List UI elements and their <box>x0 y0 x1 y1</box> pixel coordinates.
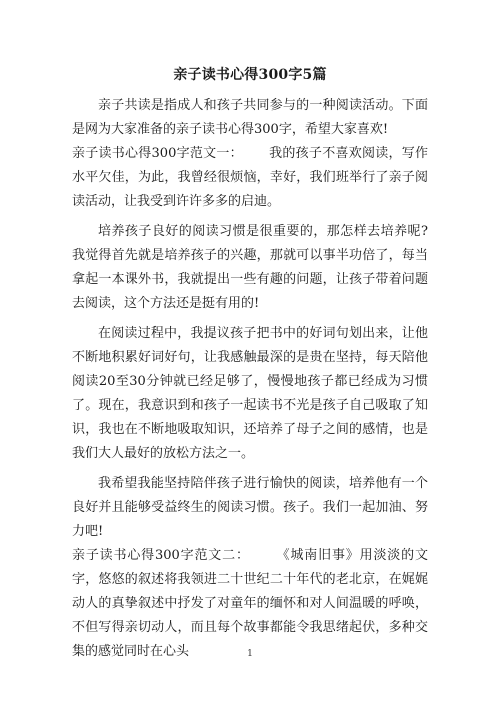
essay1-text: 我的孩子不喜欢阅读，写作水平欠佳，为此，我曾经很烦恼，幸好，我们班举行了亲子阅读活动，让我受到许许多多的启迪。 <box>72 146 428 209</box>
essay1-paragraph-3: 在阅读过程中，我提议孩子把书中的好词句划出来，让他不断地积累好词好句，让我感触最深的是贵在坚持，每天陪他阅读20至30分钟就已经足够了，慢慢地孩子都已经成为习惯了。现在，我意识到和孩子一起读书不光是孩子自己吸取了知识，我也在不断地吸取知识，还培养了母子之间的感情，也是我们大人最好的放松方法之一。 <box>72 326 428 461</box>
essay1-paragraph-2: 培养孩子良好的阅读习惯是很重要的，那怎样去培养呢?我觉得首先就是培养孩子的兴趣，那就可以事半功倍了，每当拿起一本课外书，我就提出一些有趣的问题，让孩子带着问题去阅读，这个方法还是挺有用的! <box>72 224 428 311</box>
document-title: 亲子读书心得300字5篇 <box>173 67 327 83</box>
document-body <box>72 94 428 664</box>
intro-paragraph: 亲子共读是指成人和孩子共同参与的一种阅读活动。下面是网为大家准备的亲子读书心得300字，希望大家喜欢! <box>72 98 428 137</box>
page-number: 1 <box>247 649 253 659</box>
essay2-paragraph <box>72 544 428 664</box>
essay1-heading: 亲子读书心得300字范文一： <box>72 146 243 161</box>
essay1-paragraph-4: 我希望我能坚持陪伴孩子进行愉快的阅读，培养他有一个良好并且能够受益终生的阅读习惯。孩子。我们一起加油、努力吧! <box>72 476 428 539</box>
essay2-heading: 亲子读书心得300字范文二： <box>72 548 250 563</box>
essay1-paragraph <box>72 142 428 214</box>
essay2-text: 《城南旧事》用淡淡的文字，悠悠的叙述将我领进二十世纪二十年代的老北京，在娓娓动人的真挚叙述中抒发了对童年的缅怀和对人间温暖的呼唤，不但写得亲切动人，而且每个故事都能令我思绪起伏，多种交集的感觉同时在心头 <box>72 548 428 659</box>
